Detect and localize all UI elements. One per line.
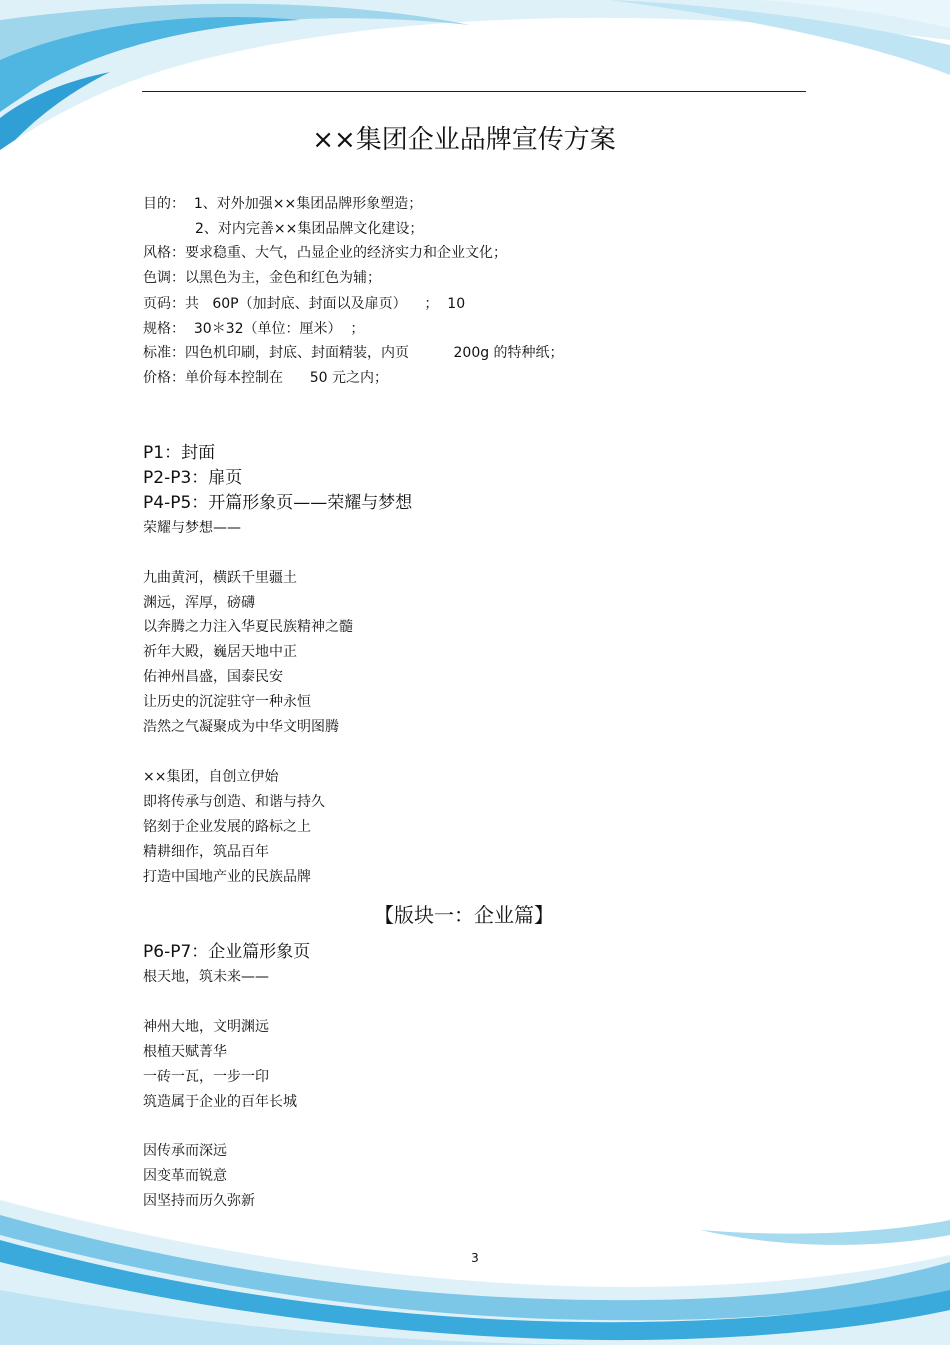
spec-pages: 页码：共 60P（加封底、封面以及扉页） ； 10	[143, 296, 466, 312]
poem3-line: 根植天赋菁华	[143, 1044, 227, 1060]
poem3-line: 筑造属于企业的百年长城	[143, 1094, 297, 1110]
heading-p2-p3: P2-P3：扉页	[143, 468, 243, 488]
heading-p4-p5: P4-P5：开篇形象页——荣耀与梦想	[143, 493, 413, 513]
poem4-line: 因变革而锐意	[143, 1168, 227, 1184]
intro-subtitle: 荣耀与梦想——	[143, 520, 241, 536]
poem1-line: 浩然之气凝聚成为中华文明图腾	[143, 719, 339, 735]
page-number: 3	[471, 1251, 479, 1265]
header-rule	[142, 91, 806, 92]
spec-style: 风格：要求稳重、大气，凸显企业的经济实力和企业文化；	[143, 245, 507, 261]
poem4-line: 因坚持而历久弥新	[143, 1193, 255, 1209]
poem3-line: 神州大地，文明渊远	[143, 1019, 269, 1035]
poem2-line: 铭刻于企业发展的路标之上	[143, 819, 311, 835]
spec-tone: 色调：以黑色为主，金色和红色为辅；	[143, 270, 381, 286]
heading-p6-p7: P6-P7：企业篇形象页	[143, 942, 311, 962]
spec-price: 价格：单价每本控制在 50 元之内；	[143, 370, 388, 386]
poem1-line: 祈年大殿，巍居天地中正	[143, 644, 297, 660]
section-title: 【版块一：企业篇】	[374, 903, 554, 927]
poem2-line: 打造中国地产业的民族品牌	[143, 869, 311, 885]
poem1-line: 让历史的沉淀驻守一种永恒	[143, 694, 311, 710]
poem2-line: ××集团，自创立伊始	[143, 769, 279, 785]
poem3-line: 一砖一瓦，一步一印	[143, 1069, 269, 1085]
poem2-line: 即将传承与创造、和谐与持久	[143, 794, 325, 810]
poem1-line: 渊远，浑厚，磅礴	[143, 595, 255, 611]
heading-p1: P1：封面	[143, 443, 216, 463]
poem2-line: 精耕细作，筑品百年	[143, 844, 269, 860]
section-subtitle: 根天地，筑未来——	[143, 969, 269, 985]
spec-size: 规格： 30＊32（单位：厘米） ；	[143, 321, 365, 337]
spec-purpose-1: 目的： 1、对外加强××集团品牌形象塑造；	[143, 196, 423, 212]
poem1-line: 九曲黄河，横跃千里疆土	[143, 570, 297, 586]
document-title: ××集团企业品牌宣传方案	[312, 125, 616, 155]
poem1-line: 以奔腾之力注入华夏民族精神之髓	[143, 619, 353, 635]
spec-purpose-2: 2、对内完善××集团品牌文化建设；	[195, 221, 424, 237]
poem4-line: 因传承而深远	[143, 1143, 227, 1159]
spec-standard: 标准：四色机印刷，封底、封面精装，内页 200g 的特种纸；	[143, 345, 564, 361]
poem1-line: 佑神州昌盛，国泰民安	[143, 669, 283, 685]
